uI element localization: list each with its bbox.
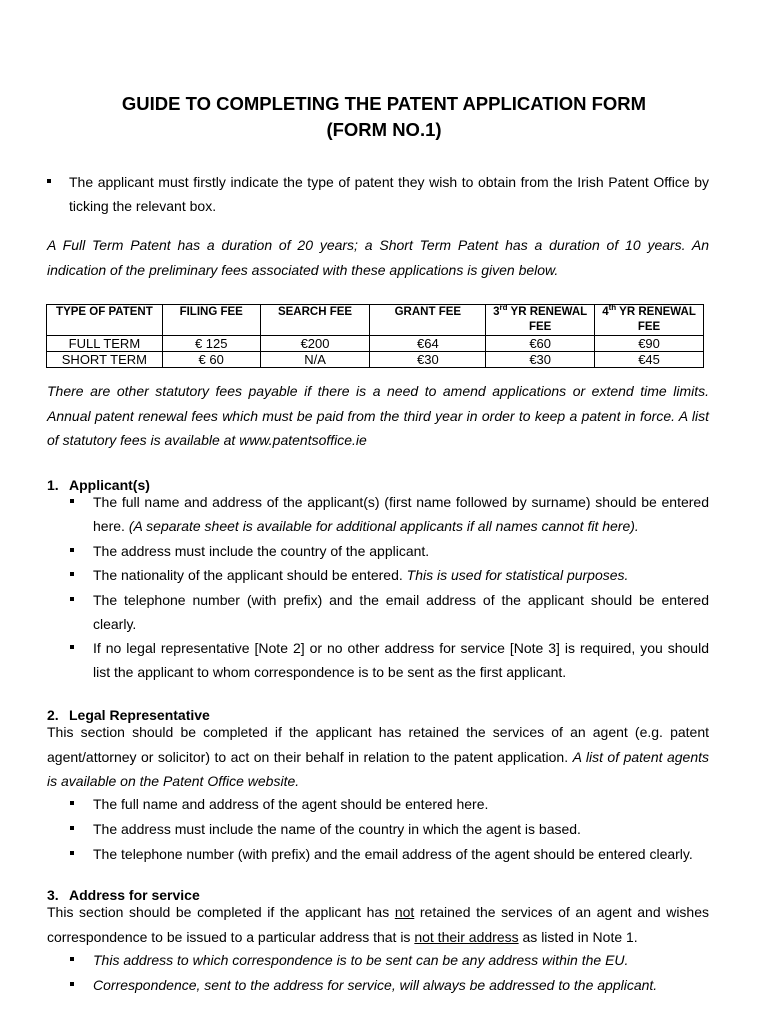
bullet-marker	[70, 572, 74, 576]
section-2-paragraph: This section should be completed if the applicant has retained the services of an agent (e.g. patent agent/attorney or solicitor) to act on their behalf in relation to the patent application. A list of patent agents is available on the Patent Office website.	[47, 724, 709, 789]
cell-type: FULL TERM	[47, 336, 163, 352]
bullet-marker	[70, 982, 74, 986]
cell-filing-fee: € 125	[162, 336, 260, 352]
list-item-text: Correspondence, sent to the address for service, will always be addressed to the applicant.	[93, 977, 658, 993]
section-title: Legal Representative	[69, 707, 210, 723]
list-item-text: This address to which correspondence is to be sent can be any address within the EU.	[93, 952, 629, 968]
list-item-text: The full name and address of the applicant(s) (first name followed by surname) should be entered here. (A separate sheet is available for additional applicants if all names cannot fit here).	[93, 494, 709, 534]
cell-search-fee: N/A	[260, 352, 370, 368]
section-number: 2.	[47, 707, 59, 723]
list-item-text: The full name and address of the agent should be entered here.	[93, 796, 489, 812]
list-item-text: The telephone number (with prefix) and the email address of the agent should be entered clearly.	[93, 846, 693, 862]
cell-grant-fee: €64	[370, 336, 486, 352]
header-3rd-yr-renewal-fee: 3rd YR RENEWAL FEE	[486, 305, 595, 336]
cell-type: SHORT TERM	[47, 352, 163, 368]
bullet-marker	[70, 597, 74, 601]
header-filing-fee: FILING FEE	[162, 305, 260, 336]
bullet-marker	[70, 499, 74, 503]
table-row	[47, 352, 704, 368]
bullet-marker	[47, 179, 51, 183]
intro-bullet	[47, 170, 709, 220]
section-title: Address for service	[69, 887, 200, 903]
list-item-text: The nationality of the applicant should be entered. This is used for statistical purposes.	[93, 567, 629, 583]
fees-table	[46, 304, 704, 368]
cell-3rd-yr-renewal: €60	[486, 336, 595, 352]
header-4th-yr-renewal-fee: 4th YR RENEWAL FEE	[595, 305, 704, 336]
cell-3rd-yr-renewal: €30	[486, 352, 595, 368]
bullet-marker	[70, 548, 74, 552]
fees-table-header-row	[47, 305, 704, 336]
section-3-paragraph: This section should be completed if the applicant has not retained the services of an agent and wishes correspondence to be issued to a particular address that is not their address as listed in Note 1.	[47, 904, 710, 945]
document-title-line-2: (FORM NO.1)	[326, 119, 442, 140]
cell-4th-yr-renewal: €45	[595, 352, 704, 368]
cell-search-fee: €200	[260, 336, 370, 352]
header-search-fee: SEARCH FEE	[260, 305, 370, 336]
bullet-marker	[70, 957, 74, 961]
header-grant-fee: GRANT FEE	[370, 305, 486, 336]
section-number: 3.	[47, 887, 59, 903]
list-item-text: The telephone number (with prefix) and the email address of the applicant should be entered clearly.	[93, 592, 709, 632]
document-title-line-1: GUIDE TO COMPLETING THE PATENT APPLICATION FORM	[121, 93, 647, 114]
bullet-marker	[70, 801, 74, 805]
header-type-of-patent: TYPE OF PATENT	[47, 305, 163, 336]
table-row	[47, 336, 704, 352]
section-title: Applicant(s)	[69, 477, 150, 493]
cell-grant-fee: €30	[370, 352, 486, 368]
list-item-text: The address must include the name of the country in which the agent is based.	[93, 821, 581, 837]
statutory-fees-paragraph: There are other statutory fees payable if there is a need to amend applications or extend time limits. Annual patent renewal fees which must be paid from the third year in order to keep a patent in force. A list of statutory fees is available at www.patentsoffice.ie	[47, 383, 709, 448]
list-item-text: The address must include the country of the applicant.	[93, 543, 430, 559]
bullet-marker	[70, 645, 74, 649]
list-item-text: If no legal representative [Note 2] or no other address for service [Note 3] is required, you should list the applicant to whom correspondence is to be sent as the first applicant.	[93, 640, 709, 680]
bullet-marker	[70, 851, 74, 855]
duration-paragraph: A Full Term Patent has a duration of 20 years; a Short Term Patent has a duration of 10 years. An indication of the preliminary fees associated with these applications is given below.	[47, 237, 709, 278]
bullet-marker	[70, 826, 74, 830]
intro-bullet-text: The applicant must firstly indicate the type of patent they wish to obtain from the Irish Patent Office by ticking the relevant box.	[69, 174, 709, 214]
section-number: 1.	[47, 477, 59, 493]
cell-filing-fee: € 60	[162, 352, 260, 368]
cell-4th-yr-renewal: €90	[595, 336, 704, 352]
